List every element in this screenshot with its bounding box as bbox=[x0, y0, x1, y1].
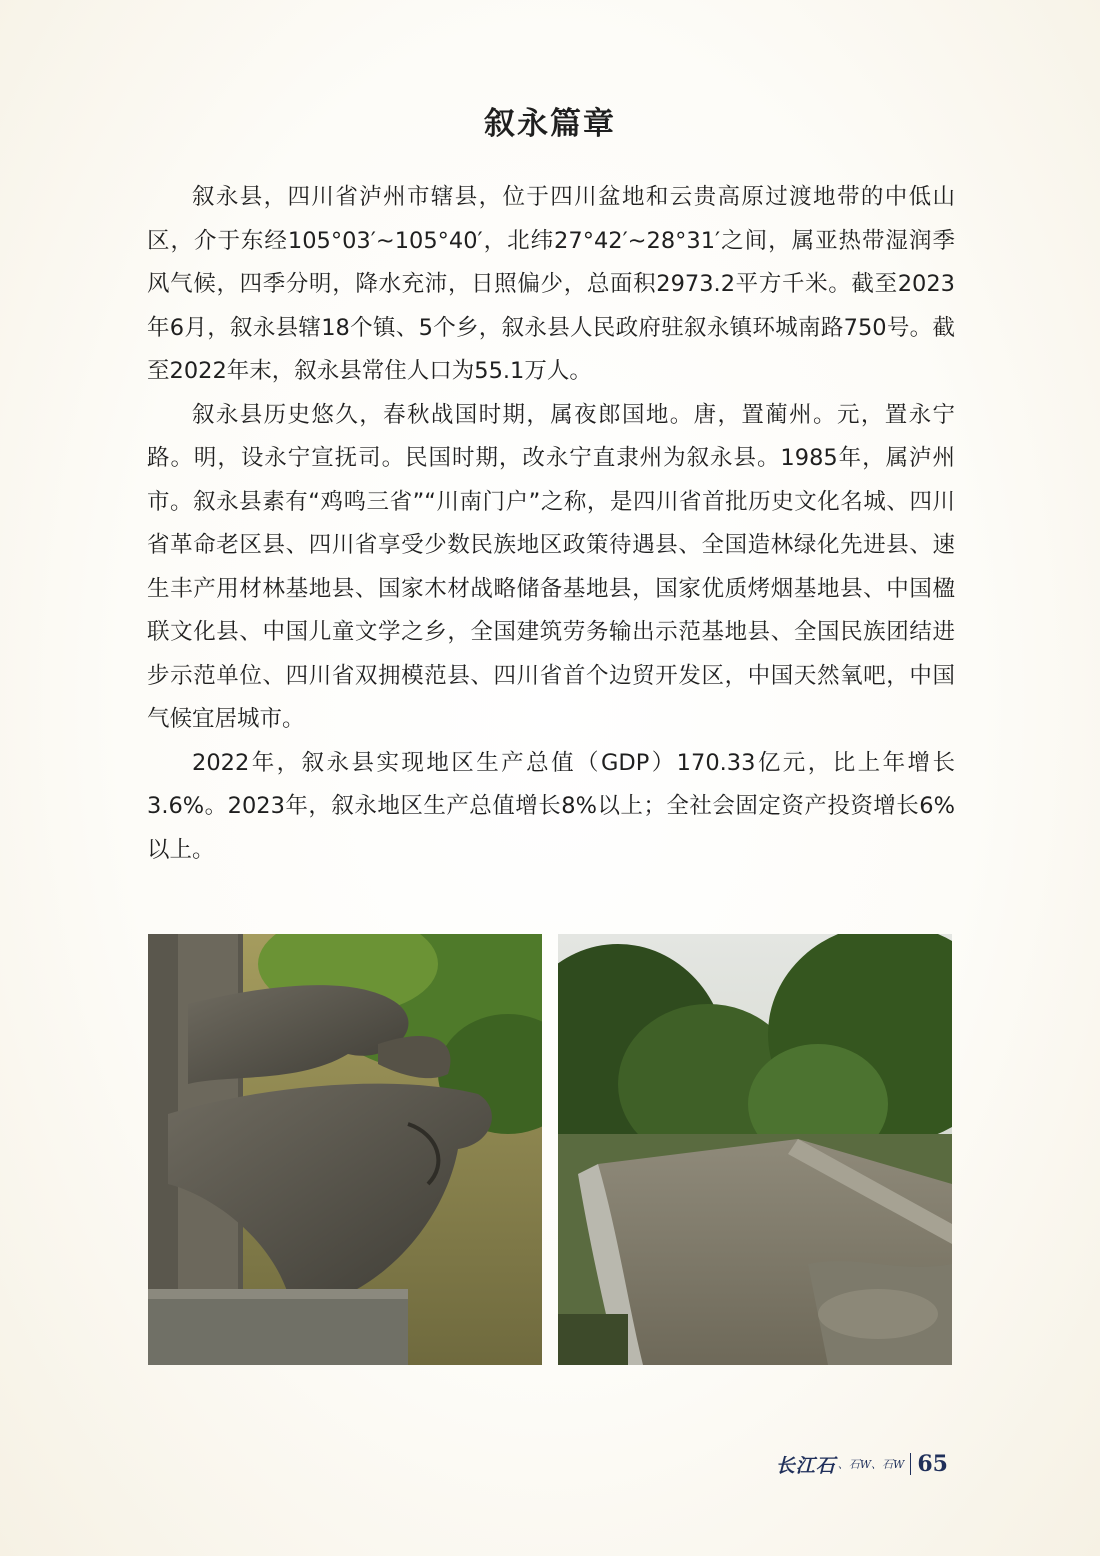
paragraph-intro: 叙永县，四川省泸州市辖县，位于四川盆地和云贵高原过渡地带的中低山区，介于东经105°03′~105°40′，北纬27°42′~28°31′之间，属亚热带湿润季风气候，四季分明，降水充沛，日照偏少，总面积2973.2平方千米。截至2023年6月，叙永县辖18个镇、5个乡，叙永县人民政府驻叙永镇环城南路750号。截至2022年末，叙永县常住人口为55.1万人。 bbox=[147, 184, 955, 384]
publication-brand-subtitle: 、石W、石W bbox=[837, 1458, 905, 1471]
page-number: 65 bbox=[917, 1451, 948, 1477]
page-title: 叙永篇章 bbox=[484, 106, 616, 142]
photo-stream-weir bbox=[558, 934, 952, 1365]
paragraph-history: 叙永县历史悠久，春秋战国时期，属夜郎国地。唐，置蔺州。元，置永宁路。明，设永宁宣抚司。民国时期，改永宁直隶州为叙永县。1985年，属泸州市。叙永县素有“鸡鸣三省”“川南门户”之称，是四川省首批历史文化名城、四川省革命老区县、四川省享受少数民族地区政策待遇县、全国造林绿化先进县、速生丰产用材林基地县、国家木材战略储备基地县，国家优质烤烟基地县、中国楹联文化县、中国儿童文学之乡，全国建筑劳务输出示范基地县、全国民族团结进步示范单位、四川省双拥模范县、四川省首个边贸开发区，中国天然氧吧，中国气候宜居城市。 bbox=[147, 401, 955, 732]
photo-stone-dragon-carving bbox=[148, 934, 542, 1365]
page-footer bbox=[776, 1448, 948, 1480]
publication-brand: 长江石 bbox=[775, 1454, 836, 1477]
article-body bbox=[147, 176, 955, 872]
paragraph-economy: 2022年，叙永县实现地区生产总值（GDP）170.33亿元，比上年增长3.6%。2023年，叙永地区生产总值增长8%以上；全社会固定资产投资增长6%以上。 bbox=[147, 749, 955, 863]
footer-divider bbox=[910, 1453, 911, 1475]
